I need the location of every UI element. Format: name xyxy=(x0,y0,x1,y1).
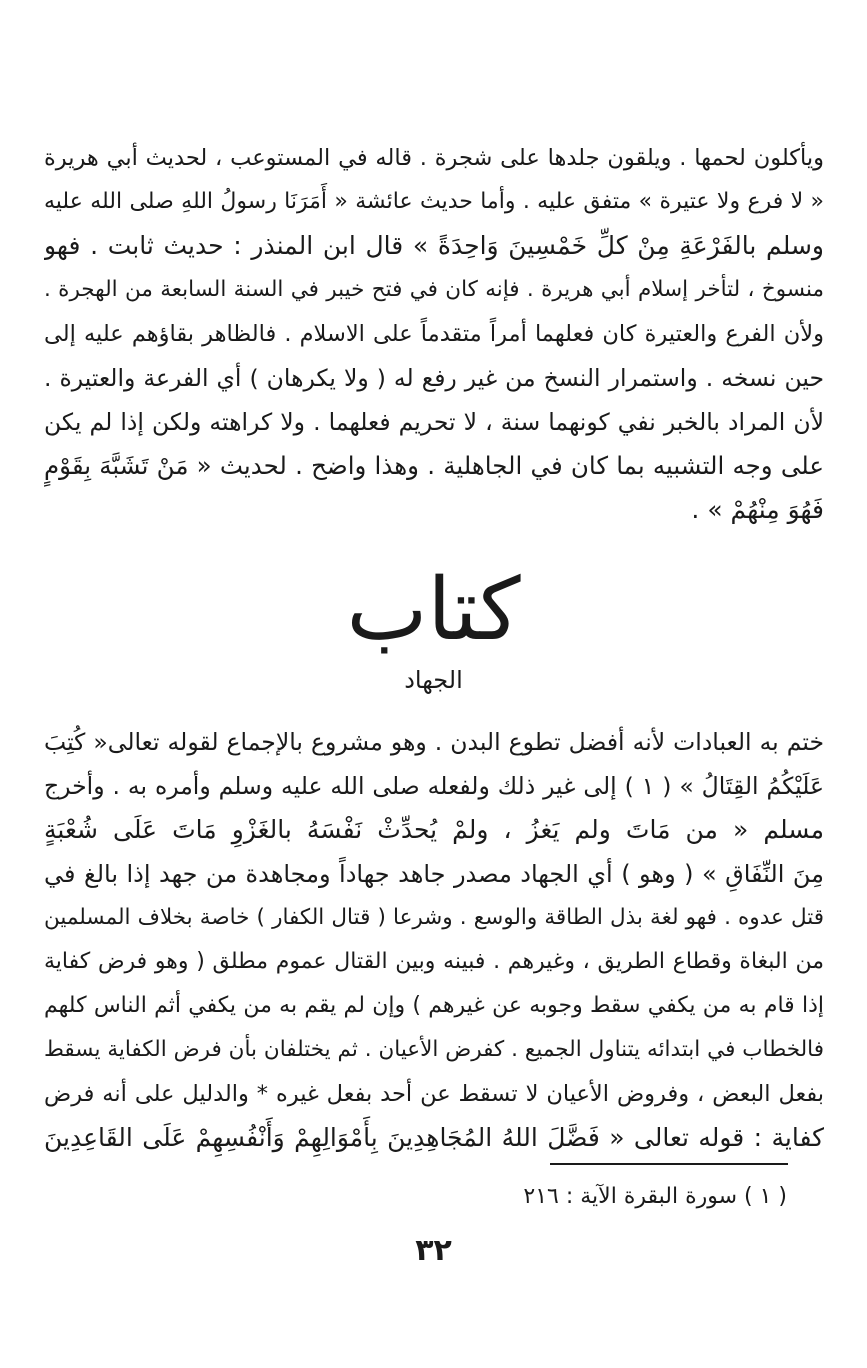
text-line: قتل عدوه . فهو لغة بذل الطاقة والوسع . وشرعا ( قتال الكفار ) خاصة بخلاف المسلمين xyxy=(44,905,824,930)
footnote: ( ١ ) سورة البقرة الآية : ٢١٦ xyxy=(523,1184,787,1209)
text-line: فالخطاب في ابتدائه يتناول الجميع . كفرض الأعيان . ثم يختلفان بأن فرض الكفاية يسقط xyxy=(44,1037,824,1062)
text-line: مِنَ النِّفَاقِ » ( وهو ) أي الجهاد مصدر جاهد جهاداً ومجاهدة من جهد إذا بالغ في xyxy=(44,860,824,888)
text-line: مسلم « من مَاتَ ولم يَغزُ ، ولمْ يُحدِّثْ نَفْسَهُ بالغَزْوِ مَاتَ عَلَى شُعْبَةٍ xyxy=(44,815,824,844)
text-line: فَهُوَ مِنْهُمْ » . xyxy=(691,495,824,524)
text-line: منسوخ ، لتأخر إسلام أبي هريرة . فإنه كان في فتح خيبر في السنة السابعة من الهجرة . xyxy=(44,277,824,302)
book-heading: كتاب xyxy=(346,560,521,660)
text-line: عَلَيْكُمُ القِتَالُ » ( ١ ) إلى غير ذلك ولفعله صلى الله عليه وسلم وأمره به . وأخرج xyxy=(44,772,824,800)
text-line: لأن المراد بالخبر نفي كونهما سنة ، لا تحريم فعلهما . ولا كراهته ولكن إذا لم يكن xyxy=(44,408,824,436)
text-line: بفعل البعض ، وفروض الأعيان لا تسقط عن أحد بفعل غيره * والدليل على أنه فرض xyxy=(44,1081,824,1107)
paragraph-top xyxy=(44,136,824,532)
text-line: وسلم بالفَرْعَةِ مِنْ كلِّ خَمْسِينَ وَاحِدَةً » قال ابن المنذر : حديث ثابت . فهو xyxy=(44,231,824,260)
text-line: ختم به العبادات لأنه أفضل تطوع البدن . وهو مشروع بالإجماع لقوله تعالى« كُتِبَ xyxy=(44,728,824,756)
text-line: « لا فرع ولا عتيرة » متفق عليه . وأما حديث عائشة « أَمَرَنَا رسولُ اللهِ صلى الله عليه xyxy=(44,189,824,214)
footnote-divider xyxy=(550,1163,788,1165)
text-line: ويأكلون لحمها . ويلقون جلدها على شجرة . قاله في المستوعب ، لحديث أبي هريرة xyxy=(44,145,824,171)
text-line: من البغاة وقطاع الطريق ، وغيرهم . فبينه وبين القتال عموم مطلق ( وهو فرض كفاية xyxy=(44,949,824,974)
text-line: ولأن الفرع والعتيرة كان فعلهما أمراً متقدماً على الاسلام . فالظاهر بقاؤهم عليه إلى xyxy=(44,321,824,347)
section-heading: الجهاد xyxy=(404,666,463,694)
page-number: ٣٢ xyxy=(415,1233,452,1268)
text-line: حين نسخه . واستمرار النسخ من غير رفع له ( ولا يكرهان ) أي الفرعة والعتيرة . xyxy=(44,364,824,392)
text-line: كفاية : قوله تعالى « فَضَّلَ اللهُ المُجَاهِدِينَ بِأَمْوَالِهِمْ وَأَنْفُسِهِمْ عَلَى القَاعِدِينَ xyxy=(44,1123,824,1152)
text-line: على وجه التشبيه بما كان في الجاهلية . وهذا واضح . لحديث « مَنْ تَشَبَّهَ بِقَوْمٍ xyxy=(44,451,824,480)
text-line: إذا قام به من يكفي سقط وجوبه عن غيرهم ) وإن لم يقم به من يكفي أثم الناس كلهم xyxy=(44,993,824,1018)
paragraph-jihad xyxy=(44,720,824,1160)
